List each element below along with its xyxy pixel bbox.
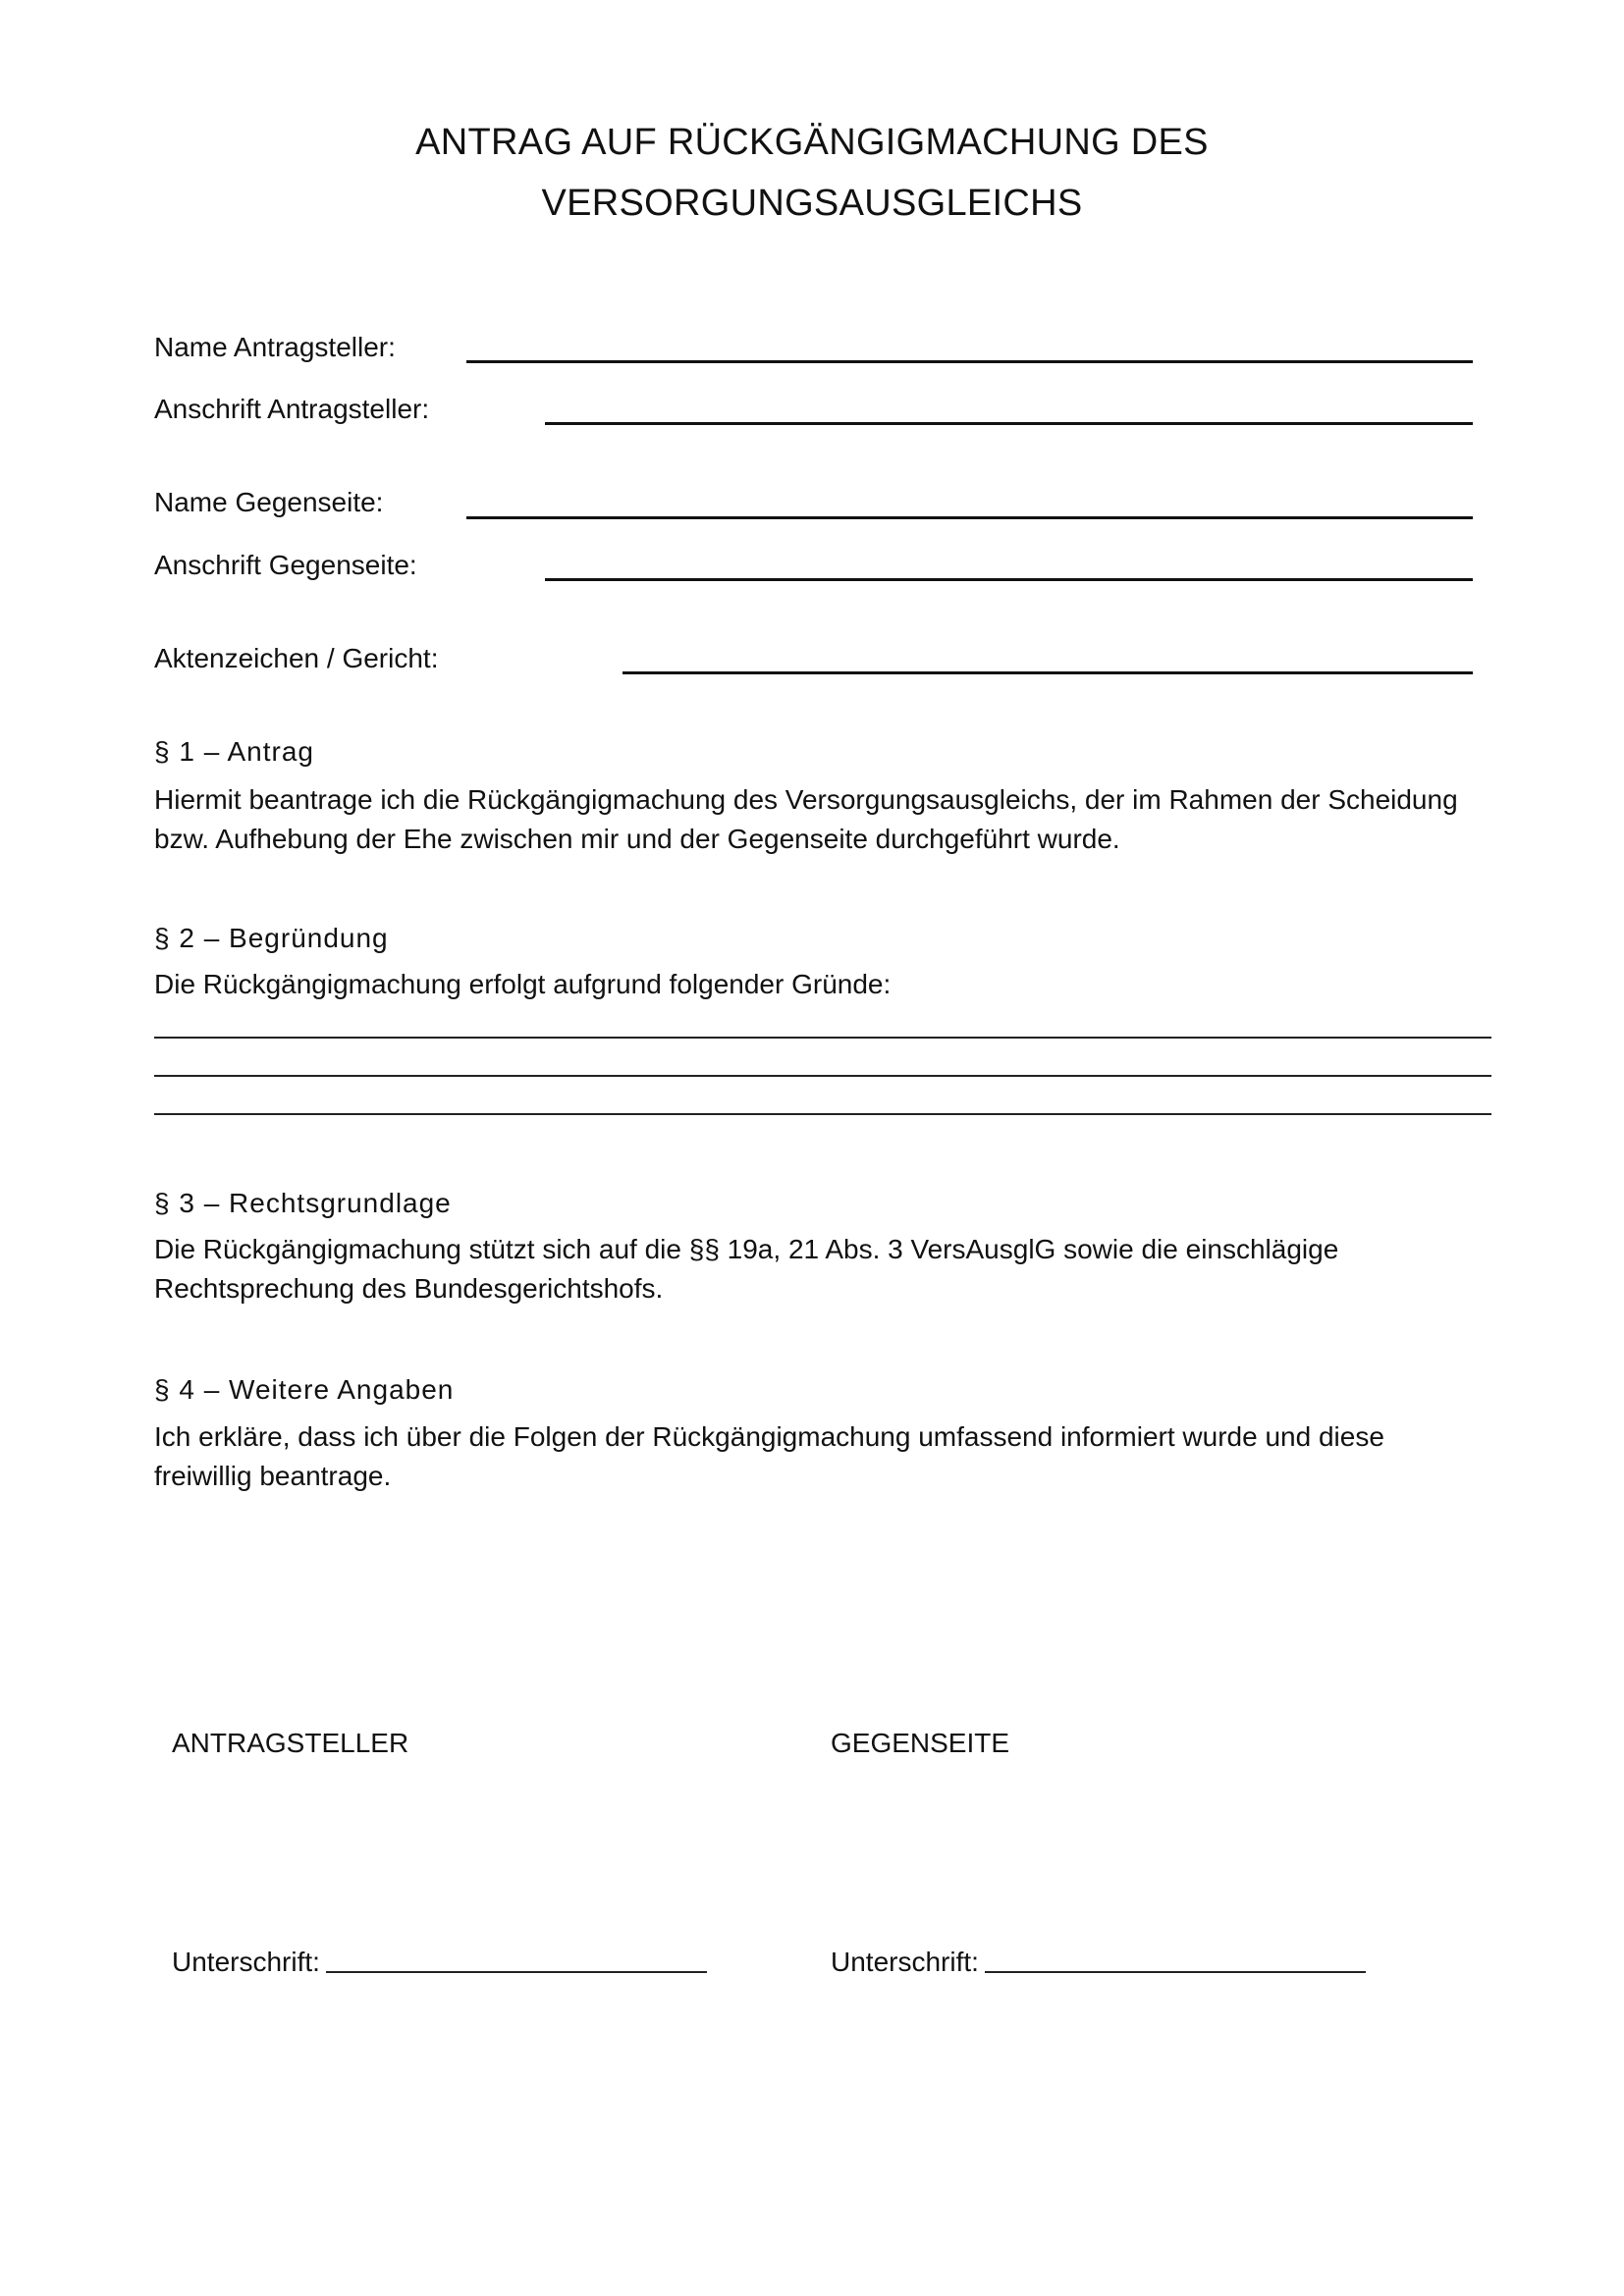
- document-title-line-2: VERSORGUNGSAUSGLEICHS: [541, 183, 1083, 224]
- applicant-party-label: ANTRAGSTELLER: [172, 1728, 409, 1758]
- case-number-label: Aktenzeichen / Gericht:: [154, 643, 439, 673]
- applicant-signature-label: Unterschrift:: [172, 1947, 320, 1977]
- section-2-line-1: Die Rückgängigmachung erfolgt aufgrund folgender Gründe:: [154, 969, 892, 999]
- address-applicant-field[interactable]: [545, 422, 1473, 425]
- address-opponent-label: Anschrift Gegenseite:: [154, 550, 417, 580]
- section-3-heading: § 3 – Rechtsgrundlage: [154, 1188, 452, 1218]
- section-4-heading: § 4 – Weitere Angaben: [154, 1374, 455, 1405]
- section-1-heading: § 1 – Antrag: [154, 736, 315, 767]
- name-applicant-label: Name Antragsteller:: [154, 332, 396, 362]
- section-4-body: [154, 1417, 1489, 1496]
- address-opponent-field[interactable]: [545, 578, 1473, 581]
- section-3-body: [154, 1230, 1489, 1308]
- section-4-line-1: Ich erkläre, dass ich über die Folgen der Rückgängigmachung umfassend informiert wurde und diese: [154, 1421, 1384, 1452]
- name-opponent-field[interactable]: [466, 516, 1473, 519]
- applicant-signature-field[interactable]: [326, 1971, 707, 1973]
- section-1-body: [154, 780, 1489, 859]
- case-number-field[interactable]: [623, 671, 1473, 674]
- section-1-line-2: bzw. Aufhebung der Ehe zwischen mir und der Gegenseite durchgeführt wurde.: [154, 824, 1120, 854]
- section-2-body: [154, 965, 1489, 1004]
- reason-line-2[interactable]: [154, 1075, 1491, 1077]
- address-applicant-label: Anschrift Antragsteller:: [154, 394, 430, 424]
- section-3-line-2: Rechtsprechung des Bundesgerichtshofs.: [154, 1273, 664, 1304]
- name-applicant-field[interactable]: [466, 360, 1473, 363]
- reason-line-1[interactable]: [154, 1037, 1491, 1039]
- section-2-heading: § 2 – Begründung: [154, 923, 389, 953]
- reason-line-3[interactable]: [154, 1113, 1491, 1115]
- section-1-line-1: Hiermit beantrage ich die Rückgängigmachung des Versorgungsausgleichs, der im Rahmen der Scheidung: [154, 784, 1458, 815]
- document-title-line-1: ANTRAG AUF RÜCKGÄNGIGMACHUNG DES: [415, 122, 1209, 163]
- opponent-signature-label: Unterschrift:: [831, 1947, 979, 1977]
- opponent-signature-field[interactable]: [985, 1971, 1366, 1973]
- section-4-line-2: freiwillig beantrage.: [154, 1461, 392, 1491]
- opponent-party-label: GEGENSEITE: [831, 1728, 1010, 1758]
- name-opponent-label: Name Gegenseite:: [154, 487, 384, 517]
- section-3-line-1: Die Rückgängigmachung stützt sich auf die §§ 19a, 21 Abs. 3 VersAusglG sowie die einschlägige: [154, 1234, 1339, 1264]
